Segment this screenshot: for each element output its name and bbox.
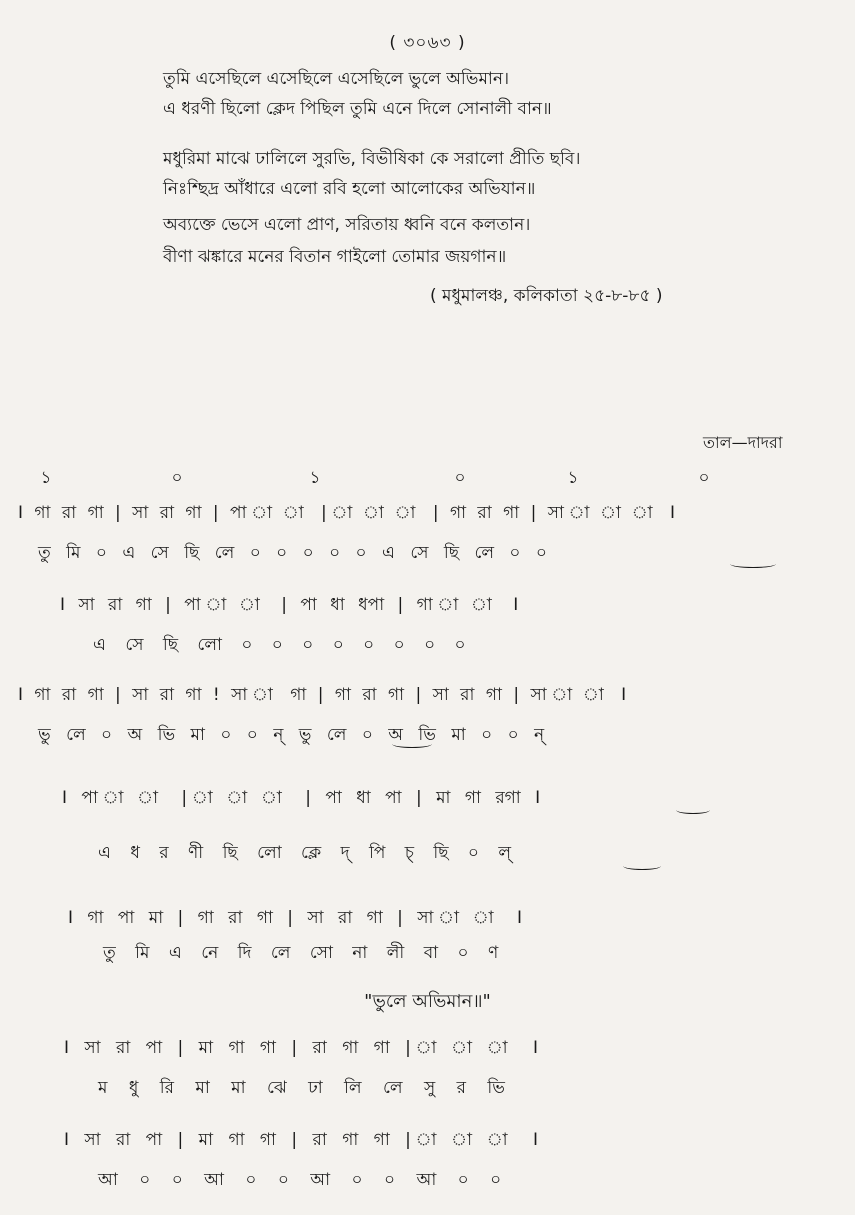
swara-row-7: I সা রা পা | মা গা গা | রা গা গা | া া া I	[64, 1130, 538, 1150]
lyric-syllable-row-3: ভু লে ০ অ ভি মা ০ ০ ন্ ভু লে ০ অ ভি মা ০ ০ ন্	[38, 725, 545, 745]
lyric-syllable-row-2: এ সে ছি লো ০ ০ ০ ০ ০ ০ ০ ০	[93, 635, 466, 655]
slur-mark	[676, 806, 710, 814]
lyric-syllable-row-7: আ ০ ০ আ ০ ০ আ ০ ০ আ ০ ০	[98, 1170, 502, 1190]
lyric-syllable-row-1: তু মি ০ এ সে ছি লে ০ ০ ০ ০ ০ এ সে ছি লে ০ ০	[38, 543, 547, 563]
beat-mark: ০	[171, 468, 183, 488]
lyric-syllable-row-6: ম ধু রি মা মা ঝে ঢা লি লে সু র ভি	[98, 1078, 505, 1098]
refrain-label: "ভুলে অভিমান॥"	[364, 991, 491, 1012]
swara-row-2: I সা রা গা | পা া া | পা ধা ধপা | গা া া I	[60, 595, 519, 615]
lyric-line-6: বীণা ঝঙ্কারে মনের বিতান গাইলো তোমার জয়গান॥	[163, 247, 507, 267]
swara-row-3: I গা রা গা | সা রা গা ! সা া গা | গা রা গা | সা রা গা | সা া া I	[18, 685, 627, 705]
source-line: ( মধুমালঞ্চ, কলিকাতা ২৫-৮-৮৫ )	[430, 286, 663, 306]
swara-row-5: I গা পা মা | গা রা গা | সা রা গা | সা া া I	[68, 908, 522, 928]
lyric-line-5: অব্যক্তে ভেসে এলো প্রাণ, সরিতায় ধ্বনি বনে কলতান।	[163, 215, 531, 235]
swara-row-1: I গা রা গা | সা রা গা | পা া া | া া া | গা রা গা | সা া া া I	[18, 503, 675, 523]
lyric-line-1: তুমি এসেছিলে এসেছিলে এসেছিলে ভুলে অভিমান।	[163, 69, 510, 89]
slur-mark	[623, 862, 661, 870]
lyric-syllable-row-4: এ ধ র ণী ছি লো ক্লে দ্ পি চ্ ছি ০ ল্	[98, 843, 512, 863]
beat-mark: ১	[309, 468, 321, 488]
beat-mark: ১	[567, 468, 579, 488]
swara-row-4: I পা া া | া া া | পা ধা পা | মা গা রগা I	[62, 788, 541, 808]
slur-mark	[392, 740, 432, 748]
lyric-line-2: এ ধরণী ছিলো ক্লেদ পিছিল তুমি এনে দিলে সোনালী বান॥	[163, 99, 552, 119]
beat-mark: ১	[40, 468, 52, 488]
beat-mark: ০	[454, 468, 466, 488]
taal-label: তাল—দাদরা	[703, 433, 783, 452]
song-number: ( ৩০৬৩ )	[389, 33, 466, 53]
lyric-line-3: মধুরিমা মাঝে ঢালিলে সুরভি, বিভীষিকা কে সরালো প্রীতি ছবি।	[163, 149, 581, 169]
beat-mark: ০	[698, 468, 710, 488]
swara-row-6: I সা রা পা | মা গা গা | রা গা গা | া া া I	[64, 1038, 538, 1058]
lyric-syllable-row-5: তু মি এ নে দি লে সো না লী বা ০ ণ	[103, 943, 499, 963]
slur-mark	[730, 560, 776, 568]
lyric-line-4: নিঃশ্ছিদ্র আঁধারে এলো রবি হলো আলোকের অভিযান॥	[163, 179, 536, 199]
